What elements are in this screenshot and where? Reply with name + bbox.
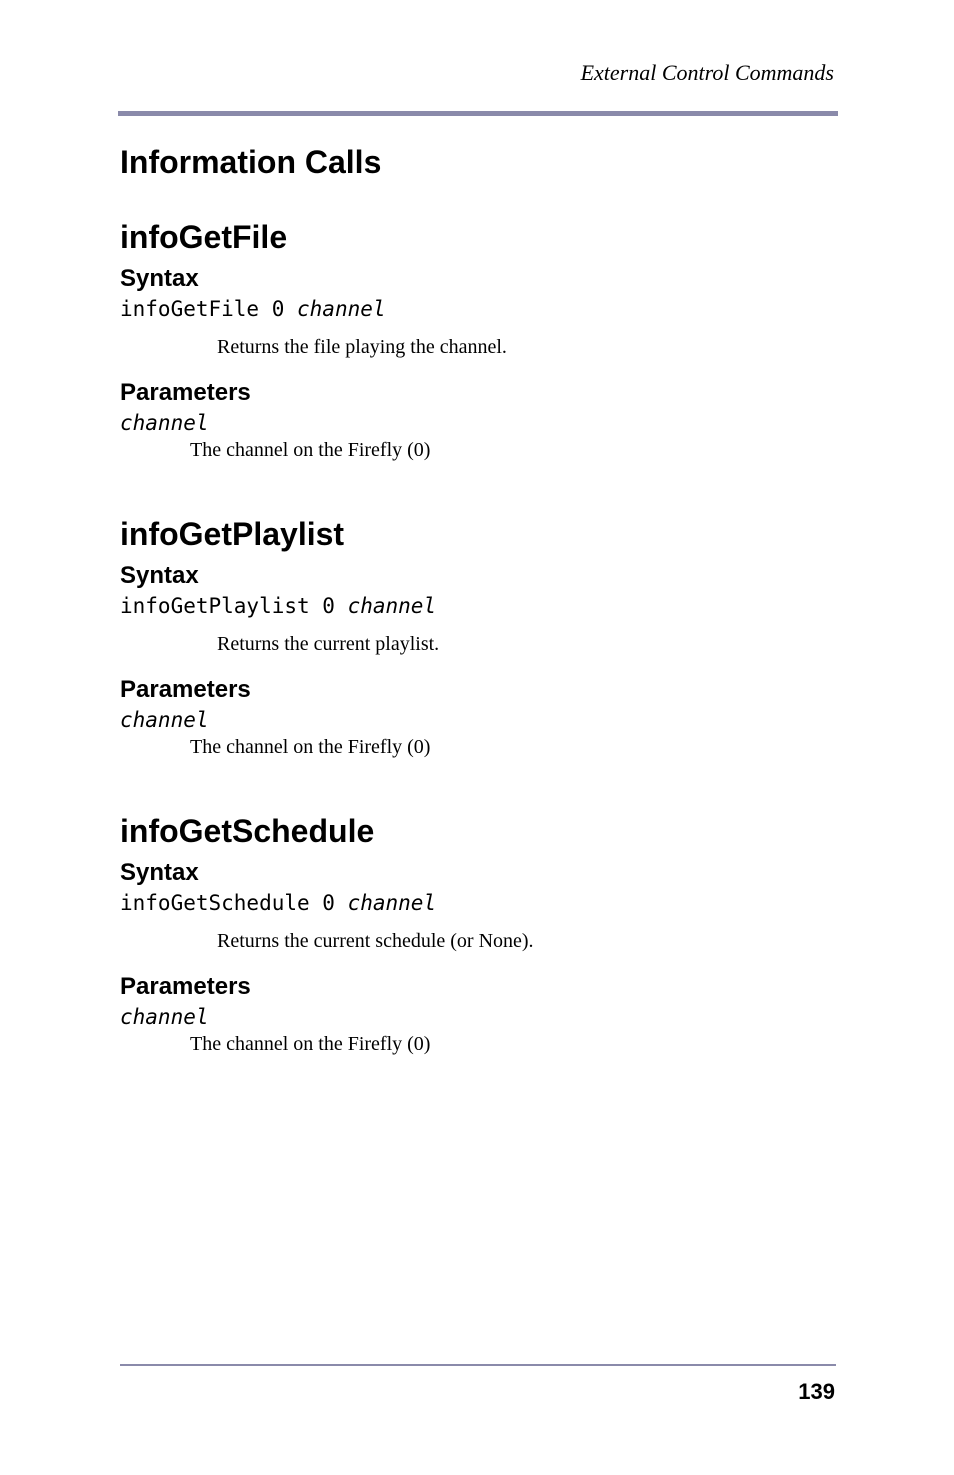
command-description: Returns the current playlist. — [217, 633, 440, 655]
parameters-heading: Parameters — [120, 676, 251, 703]
syntax-heading: Syntax — [120, 562, 199, 589]
parameters-heading: Parameters — [120, 379, 251, 406]
command-description: Returns the current schedule (or None). — [217, 930, 534, 952]
syntax-command: infoGetPlaylist 0 — [120, 594, 348, 618]
parameter-description: The channel on the Firefly (0) — [190, 1033, 431, 1055]
parameter-name: channel — [120, 411, 209, 435]
parameter-description: The channel on the Firefly (0) — [190, 736, 431, 758]
syntax-heading: Syntax — [120, 859, 199, 886]
command-section-infogetfile — [120, 215, 836, 461]
syntax-parameter: channel — [297, 297, 386, 321]
syntax-heading: Syntax — [120, 265, 199, 292]
page-number: 139 — [798, 1379, 835, 1404]
running-header: External Control Commands — [580, 60, 834, 85]
header-rule — [118, 111, 838, 116]
syntax-command: infoGetFile 0 — [120, 297, 298, 321]
syntax-code — [120, 293, 836, 325]
command-title: infoGetFile — [120, 219, 288, 255]
syntax-parameter: channel — [347, 891, 437, 915]
command-description: Returns the file playing the channel. — [217, 336, 507, 358]
command-title: infoGetSchedule — [120, 813, 375, 849]
parameter-description: The channel on the Firefly (0) — [190, 439, 431, 461]
footer-rule — [120, 1364, 836, 1366]
syntax-code — [120, 590, 836, 622]
command-section-infogetschedule — [120, 809, 836, 1055]
command-title: infoGetPlaylist — [120, 516, 345, 552]
syntax-parameter: channel — [347, 594, 437, 618]
syntax-code — [120, 887, 836, 919]
page-content — [120, 140, 836, 1106]
parameters-heading: Parameters — [120, 973, 251, 1000]
syntax-command: infoGetSchedule 0 — [120, 891, 348, 915]
parameter-name: channel — [120, 708, 209, 732]
command-section-infogetplaylist — [120, 512, 836, 758]
chapter-title: Information Calls — [120, 144, 382, 180]
parameter-name: channel — [120, 1005, 209, 1029]
